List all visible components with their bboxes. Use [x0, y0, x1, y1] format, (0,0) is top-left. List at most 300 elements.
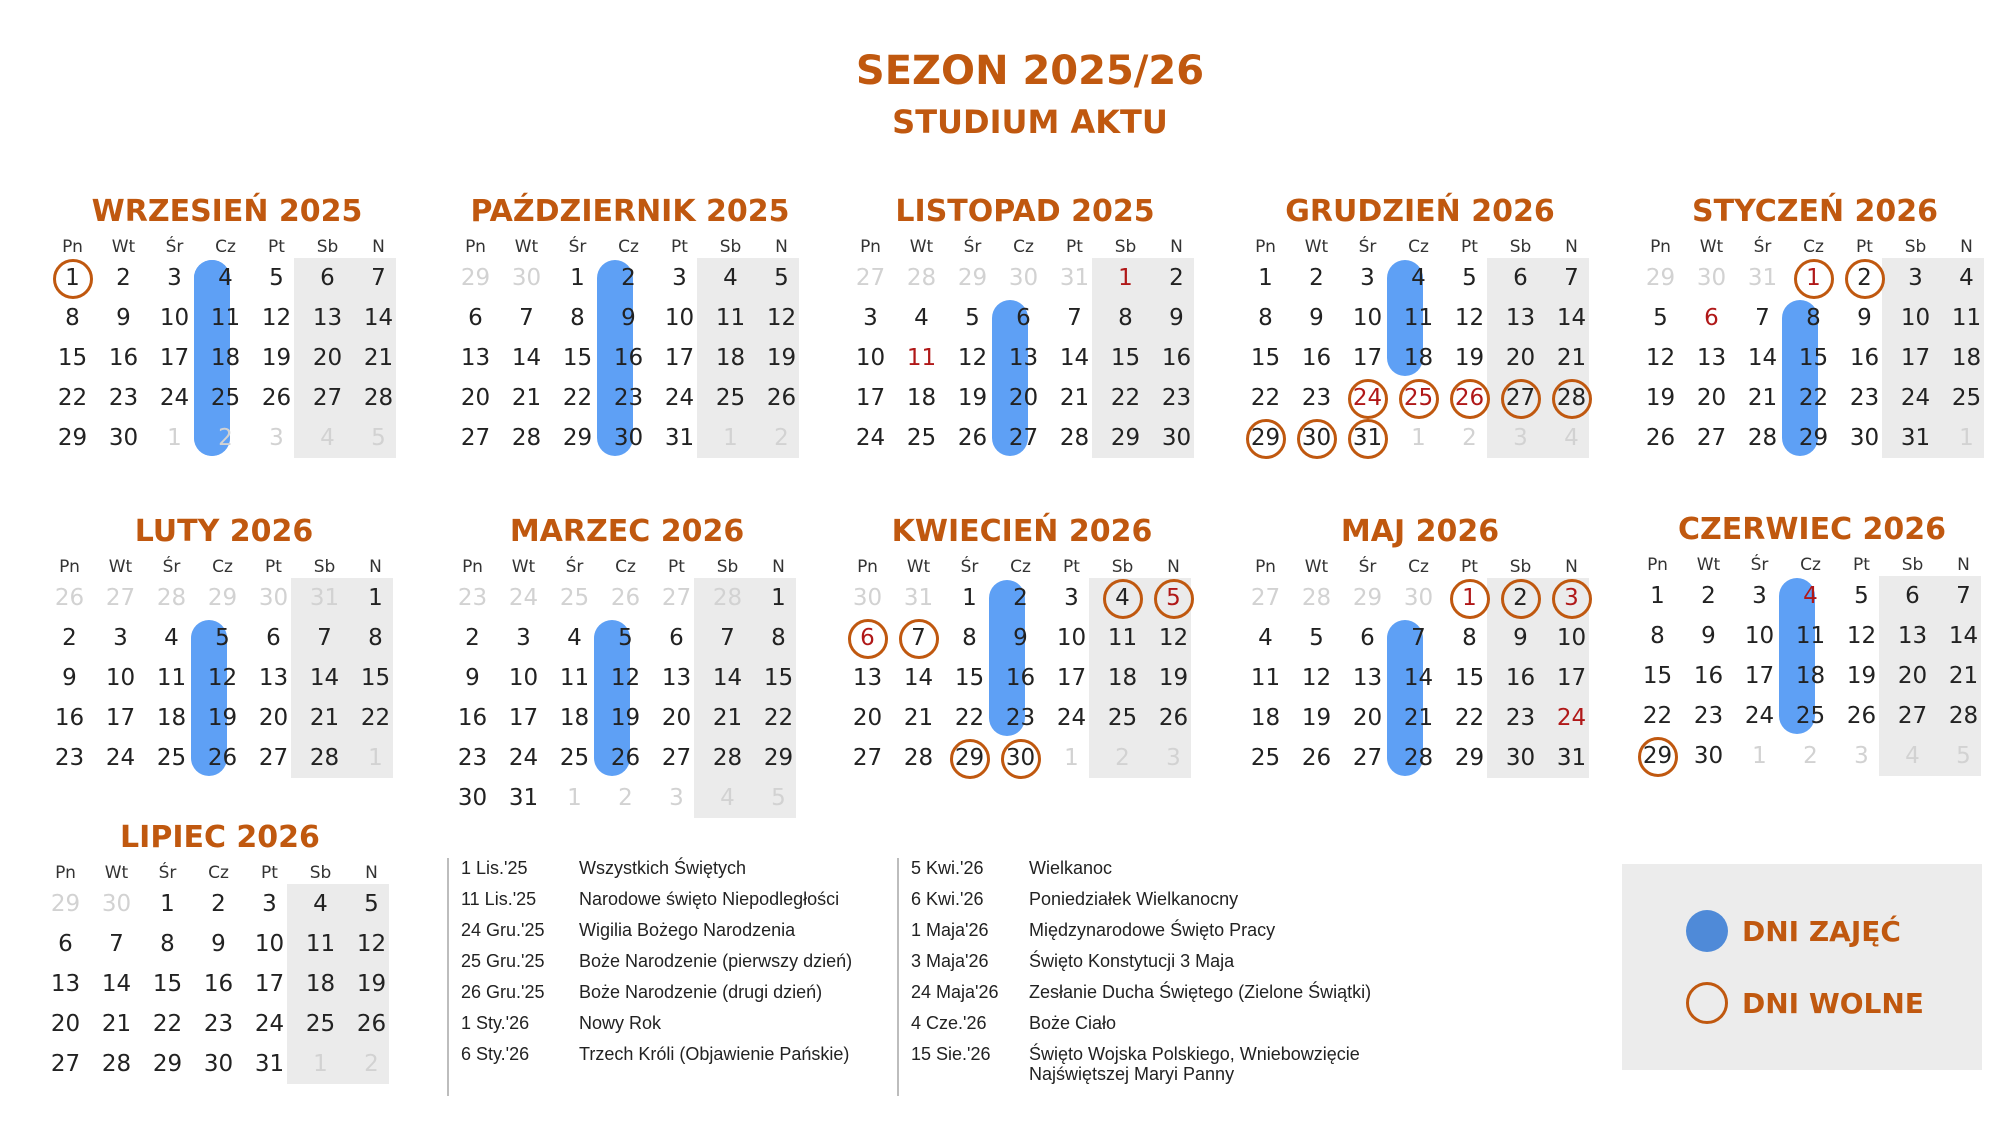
day-cell — [142, 1004, 193, 1044]
day-cell — [450, 338, 501, 378]
day-number: 21 — [712, 705, 743, 731]
day-cell — [1546, 338, 1597, 378]
day-number: 29 — [1454, 745, 1485, 771]
day-cell — [1393, 578, 1444, 618]
day-cell — [603, 298, 654, 338]
month-calendar — [1632, 510, 1992, 776]
day-number: 18 — [156, 705, 187, 731]
weekday-header: N — [1565, 557, 1578, 577]
day-number: 24 — [1352, 385, 1383, 411]
day-number: 16 — [1161, 345, 1192, 371]
day-number: 21 — [1556, 345, 1587, 371]
day-cell — [1393, 258, 1444, 298]
day-cell — [244, 924, 295, 964]
weekday-header: Sb — [716, 557, 739, 577]
day-cell — [552, 418, 603, 458]
day-number: 1 — [1650, 583, 1665, 609]
day-cell — [1938, 656, 1989, 696]
day-number: 1 — [1462, 585, 1477, 611]
day-cell — [244, 884, 295, 924]
day-number: 7 — [1564, 265, 1579, 291]
day-cell — [549, 578, 600, 618]
weekday-header: Pn — [1255, 237, 1276, 257]
day-cell — [1342, 618, 1393, 658]
day-number: 29 — [957, 265, 988, 291]
day-number: 27 — [1008, 425, 1039, 451]
day-number: 14 — [712, 665, 743, 691]
day-cell — [193, 964, 244, 1004]
weekday-header: Sb — [1114, 237, 1137, 257]
day-number: 3 — [1908, 265, 1923, 291]
day-cell — [350, 658, 401, 698]
weekday-header: Śr — [1753, 237, 1772, 257]
day-cell — [600, 738, 651, 778]
day-number: 25 — [1795, 703, 1826, 729]
day-cell — [1393, 618, 1444, 658]
day-cell — [947, 298, 998, 338]
day-cell — [995, 578, 1046, 618]
day-cell — [251, 418, 302, 458]
month-name: WRZESIEŃ 2025 — [91, 194, 363, 229]
day-cell — [654, 338, 705, 378]
weekday-header: Sb — [309, 863, 332, 883]
day-number: 16 — [457, 705, 488, 731]
day-number: 2 — [1701, 583, 1716, 609]
day-cell — [1444, 578, 1495, 618]
day-number: 18 — [1795, 663, 1826, 689]
day-number: 7 — [911, 625, 926, 651]
day-cell — [896, 338, 947, 378]
day-number: 2 — [1309, 265, 1324, 291]
day-cell — [845, 258, 896, 298]
day-cell — [600, 658, 651, 698]
weekday-header: Śr — [162, 557, 181, 577]
day-cell — [651, 618, 702, 658]
day-number: 4 — [1258, 625, 1273, 651]
day-number: 12 — [766, 305, 797, 331]
day-number: 27 — [460, 425, 491, 451]
day-cell — [1393, 338, 1444, 378]
day-number: 28 — [309, 745, 340, 771]
day-cell — [1788, 338, 1839, 378]
day-number: 8 — [1650, 623, 1665, 649]
day-cell — [1046, 578, 1097, 618]
day-number: 5 — [618, 625, 633, 651]
day-cell — [299, 578, 350, 618]
day-cell — [353, 258, 404, 298]
day-number: 1 — [368, 585, 383, 611]
day-cell — [947, 258, 998, 298]
day-cell — [1836, 736, 1887, 776]
day-cell — [1291, 258, 1342, 298]
day-number: 29 — [1352, 585, 1383, 611]
day-cell — [1546, 418, 1597, 458]
day-cell — [842, 578, 893, 618]
day-number: 3 — [1064, 585, 1079, 611]
weekday-header: N — [1960, 237, 1973, 257]
day-number: 8 — [160, 931, 175, 957]
day-cell — [1785, 576, 1836, 616]
day-number: 21 — [309, 705, 340, 731]
day-number: 15 — [152, 971, 183, 997]
day-number: 1 — [723, 425, 738, 451]
day-number: 7 — [1067, 305, 1082, 331]
day-cell — [95, 738, 146, 778]
weekday-header: Wt — [1696, 555, 1721, 575]
day-number: 22 — [360, 705, 391, 731]
day-number: 5 — [965, 305, 980, 331]
day-number: 26 — [1301, 745, 1332, 771]
month-grid — [40, 862, 397, 1084]
day-number: 30 — [1696, 265, 1727, 291]
day-number: 13 — [1352, 665, 1383, 691]
day-number: 7 — [317, 625, 332, 651]
day-number: 8 — [962, 625, 977, 651]
day-number: 22 — [562, 385, 593, 411]
day-number: 14 — [1403, 665, 1434, 691]
weekday-header: Pt — [1856, 237, 1873, 257]
day-number: 28 — [1301, 585, 1332, 611]
day-cell — [1887, 736, 1938, 776]
day-number: 13 — [1696, 345, 1727, 371]
day-cell — [142, 964, 193, 1004]
day-number: 19 — [207, 705, 238, 731]
day-number: 12 — [207, 665, 238, 691]
day-cell — [1785, 656, 1836, 696]
day-cell — [1941, 298, 1992, 338]
day-cell — [756, 298, 807, 338]
day-number: 10 — [1056, 625, 1087, 651]
day-number: 8 — [771, 625, 786, 651]
day-cell — [603, 418, 654, 458]
day-cell — [1788, 378, 1839, 418]
day-cell — [1635, 258, 1686, 298]
day-number: 19 — [1158, 665, 1189, 691]
day-number: 16 — [203, 971, 234, 997]
day-number: 14 — [101, 971, 132, 997]
day-cell — [1785, 736, 1836, 776]
day-number: 15 — [1798, 345, 1829, 371]
month-grid — [845, 236, 1202, 458]
day-cell — [193, 924, 244, 964]
day-cell — [1049, 298, 1100, 338]
day-number: 8 — [1462, 625, 1477, 651]
day-number: 17 — [1556, 665, 1587, 691]
month-grid — [1240, 556, 1597, 778]
day-cell — [1151, 338, 1202, 378]
day-cell — [498, 618, 549, 658]
day-number: 28 — [1059, 425, 1090, 451]
day-cell — [1495, 658, 1546, 698]
holiday-date: 3 Maja'26 — [911, 951, 989, 971]
day-cell — [1240, 738, 1291, 778]
day-number: 27 — [661, 585, 692, 611]
day-number: 2 — [211, 891, 226, 917]
day-number: 29 — [1645, 265, 1676, 291]
day-cell — [654, 258, 705, 298]
day-number: 31 — [508, 785, 539, 811]
day-cell — [346, 1044, 397, 1084]
day-number: 17 — [1744, 663, 1775, 689]
day-cell — [1839, 298, 1890, 338]
day-number: 6 — [1513, 265, 1528, 291]
day-number: 2 — [618, 785, 633, 811]
day-number: 4 — [1115, 585, 1130, 611]
day-cell — [1785, 616, 1836, 656]
day-number: 23 — [1161, 385, 1192, 411]
day-cell — [1737, 258, 1788, 298]
month-calendar — [1240, 192, 1600, 458]
day-cell — [549, 618, 600, 658]
day-cell — [845, 298, 896, 338]
holiday-name: Międzynarodowe Święto Pracy — [1029, 920, 1276, 940]
day-cell — [146, 658, 197, 698]
day-cell — [197, 578, 248, 618]
day-cell — [1683, 616, 1734, 656]
day-cell — [248, 658, 299, 698]
month-grid — [450, 236, 807, 458]
day-number: 9 — [62, 665, 77, 691]
day-number: 26 — [1454, 385, 1485, 411]
day-cell — [549, 778, 600, 818]
day-number: 10 — [855, 345, 886, 371]
day-cell — [1635, 378, 1686, 418]
day-cell — [98, 338, 149, 378]
day-number: 31 — [664, 425, 695, 451]
day-cell — [95, 578, 146, 618]
day-number: 1 — [65, 265, 80, 291]
day-cell — [350, 578, 401, 618]
day-cell — [98, 298, 149, 338]
day-number: 27 — [1352, 745, 1383, 771]
day-cell — [893, 578, 944, 618]
day-cell — [447, 698, 498, 738]
day-cell — [149, 418, 200, 458]
weekday-header: Śr — [165, 237, 184, 257]
day-cell — [1686, 298, 1737, 338]
day-cell — [1100, 378, 1151, 418]
day-cell — [200, 338, 251, 378]
day-cell — [1240, 258, 1291, 298]
day-number: 21 — [511, 385, 542, 411]
day-number: 20 — [50, 1011, 81, 1037]
day-cell — [1836, 576, 1887, 616]
day-cell — [244, 964, 295, 1004]
day-number: 31 — [1747, 265, 1778, 291]
day-number: 25 — [1403, 385, 1434, 411]
day-cell — [1495, 578, 1546, 618]
day-cell — [1240, 298, 1291, 338]
day-cell — [40, 924, 91, 964]
day-cell — [91, 1044, 142, 1084]
day-number: 19 — [261, 345, 292, 371]
day-number: 15 — [954, 665, 985, 691]
day-number: 12 — [1158, 625, 1189, 651]
day-number: 2 — [1115, 745, 1130, 771]
day-cell — [47, 338, 98, 378]
day-number: 26 — [957, 425, 988, 451]
day-number: 31 — [254, 1051, 285, 1077]
day-cell — [1046, 738, 1097, 778]
day-cell — [753, 618, 804, 658]
day-cell — [1444, 698, 1495, 738]
weekday-header: Cz — [1800, 555, 1821, 575]
month-calendar — [842, 512, 1202, 778]
day-number: 27 — [312, 385, 343, 411]
day-number: 20 — [1352, 705, 1383, 731]
day-number: 3 — [167, 265, 182, 291]
weekday-header: Cz — [212, 557, 233, 577]
day-number: 2 — [1513, 585, 1528, 611]
day-number: 5 — [364, 891, 379, 917]
day-cell — [944, 698, 995, 738]
day-number: 17 — [254, 971, 285, 997]
day-cell — [1788, 298, 1839, 338]
legend — [1622, 864, 1982, 1070]
day-cell — [896, 258, 947, 298]
day-number: 25 — [1250, 745, 1281, 771]
day-number: 5 — [1956, 743, 1971, 769]
day-cell — [47, 258, 98, 298]
month-name: CZERWIEC 2026 — [1677, 512, 1947, 547]
day-cell — [1495, 738, 1546, 778]
day-cell — [603, 338, 654, 378]
day-number: 9 — [1857, 305, 1872, 331]
weekday-header: Pn — [1255, 557, 1276, 577]
weekday-header: Pt — [268, 237, 285, 257]
day-number: 1 — [167, 425, 182, 451]
day-cell — [600, 778, 651, 818]
day-cell — [200, 258, 251, 298]
day-number: 29 — [460, 265, 491, 291]
day-number: 30 — [1301, 425, 1332, 451]
day-cell — [1737, 298, 1788, 338]
day-cell — [1444, 298, 1495, 338]
weekday-header: N — [372, 237, 385, 257]
day-number: 16 — [108, 345, 139, 371]
day-number: 25 — [1107, 705, 1138, 731]
day-number: 20 — [852, 705, 883, 731]
day-cell — [498, 698, 549, 738]
day-cell — [353, 378, 404, 418]
day-cell — [295, 924, 346, 964]
day-number: 19 — [610, 705, 641, 731]
day-cell — [302, 258, 353, 298]
month-calendar — [450, 192, 810, 458]
month-grid — [1632, 554, 1989, 776]
day-number: 11 — [715, 305, 746, 331]
day-cell — [944, 618, 995, 658]
day-number: 23 — [1693, 703, 1724, 729]
day-number: 4 — [1411, 265, 1426, 291]
day-number: 15 — [57, 345, 88, 371]
day-cell — [248, 738, 299, 778]
day-cell — [1890, 338, 1941, 378]
day-number: 26 — [766, 385, 797, 411]
day-cell — [98, 418, 149, 458]
day-number: 26 — [207, 745, 238, 771]
day-number: 19 — [1645, 385, 1676, 411]
day-cell — [1342, 658, 1393, 698]
page-subtitle: STUDIUM AKTU — [892, 103, 1168, 141]
holiday-date: 1 Sty.'26 — [461, 1013, 530, 1033]
day-cell — [353, 338, 404, 378]
day-cell — [753, 578, 804, 618]
day-cell — [600, 618, 651, 658]
day-number: 14 — [1556, 305, 1587, 331]
day-number: 30 — [1008, 265, 1039, 291]
day-cell — [756, 378, 807, 418]
day-cell — [1444, 738, 1495, 778]
weekday-header: Pt — [261, 863, 278, 883]
holiday-date: 15 Sie.'26 — [911, 1044, 991, 1064]
weekday-header: Sb — [1111, 557, 1134, 577]
day-number: 13 — [312, 305, 343, 331]
day-number: 7 — [109, 931, 124, 957]
day-number: 23 — [1301, 385, 1332, 411]
day-cell — [1240, 698, 1291, 738]
day-cell — [193, 1004, 244, 1044]
day-cell — [1291, 738, 1342, 778]
day-number: 14 — [903, 665, 934, 691]
day-number: 11 — [210, 305, 241, 331]
day-number: 20 — [1008, 385, 1039, 411]
day-cell — [896, 418, 947, 458]
day-cell — [651, 738, 702, 778]
weekday-header: Śr — [1750, 555, 1769, 575]
day-cell — [98, 378, 149, 418]
day-cell — [756, 338, 807, 378]
day-number: 10 — [105, 665, 136, 691]
day-cell — [603, 258, 654, 298]
day-cell — [498, 578, 549, 618]
day-number: 16 — [54, 705, 85, 731]
day-cell — [651, 658, 702, 698]
day-number: 5 — [1653, 305, 1668, 331]
day-number: 24 — [159, 385, 190, 411]
day-cell — [705, 338, 756, 378]
day-number: 23 — [1505, 705, 1536, 731]
day-cell — [44, 618, 95, 658]
day-number: 9 — [1513, 625, 1528, 651]
day-cell — [702, 698, 753, 738]
day-cell — [753, 738, 804, 778]
day-number: 3 — [269, 425, 284, 451]
day-number: 17 — [105, 705, 136, 731]
day-cell — [295, 1004, 346, 1044]
day-number: 17 — [159, 345, 190, 371]
day-cell — [1635, 418, 1686, 458]
day-cell — [998, 258, 1049, 298]
day-cell — [842, 738, 893, 778]
day-cell — [1291, 338, 1342, 378]
day-cell — [1890, 298, 1941, 338]
weekday-header: Śr — [1358, 237, 1377, 257]
day-cell — [947, 418, 998, 458]
month-grid — [47, 236, 404, 458]
day-cell — [447, 738, 498, 778]
day-number: 22 — [152, 1011, 183, 1037]
day-number: 24 — [855, 425, 886, 451]
day-number: 6 — [1360, 625, 1375, 651]
day-cell — [944, 658, 995, 698]
day-number: 21 — [101, 1011, 132, 1037]
holiday-name: Zesłanie Ducha Świętego (Zielone Świątki) — [1029, 982, 1372, 1002]
day-cell — [1785, 696, 1836, 736]
day-cell — [302, 418, 353, 458]
day-cell — [193, 1044, 244, 1084]
day-number: 6 — [266, 625, 281, 651]
